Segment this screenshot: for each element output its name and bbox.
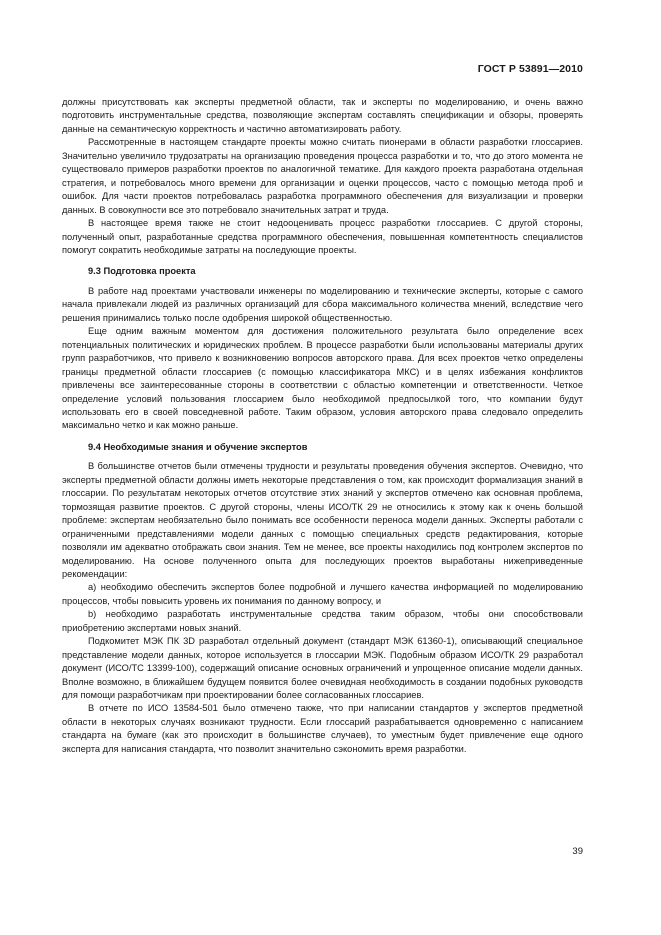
page-number: 39 xyxy=(572,846,583,857)
paragraph: В работе над проектами участвовали инженеры по моделированию и технические эксперты, которые с самого начала привлекали людей из различных организаций для сбора максимального количества мнений, вследствие чего решения принимались только после одобрения широкой общественностью. xyxy=(62,285,583,323)
list-item-a: а) необходимо обеспечить экспертов более подробной и лучшего качества информацией по моделированию процессов, чтобы повысить уровень их понимания по данному вопросу, и xyxy=(62,582,583,606)
paragraph: Еще одним важным моментом для достижения положительного результата было определение всех потенциальных политических и юридических проблем. В процессе разработки были использованы материалы других групп разработчиков, что привело к возникновению вопросов авторского права. Для всех проектов четко определены границы предметной области глоссариев (с помощью классификатора МКС) и в целях избежания конфликтов привлечены все заинтересованные стороны в соответствии с областью компетенции и ответственности. Четкое определение условий пользования глоссарием было необходимой предпосылкой того, что компании будут использовать его в своей повседневной работе. Таким образом, условия авторского права следовало определить максимально четко и как можно раньше. xyxy=(62,326,583,431)
section-heading-9-4: 9.4 Необходимые знания и обучение экспертов xyxy=(88,441,308,452)
paragraph: В большинстве отчетов были отмечены трудности и результаты проведения обучения экспертов. Очевидно, что эксперты предметной области должны иметь некоторые представления о том, как происходит формализация знаний в глоссарии. По результатам некоторых отчетов отсутствие этих знаний у экспертов отмечено как основная проблема, тормозящая развитие проектов. С другой стороны, члены ИСО/ТК 29 не относились к этому как к очень большой проблеме: экспертам необязательно было понимать все особенности переноса модели данных. Эксперты работали с ограниченными представлениями модели данных с помощью специальных средств редактирования, которые позволяли им адекватно отображать свои знания. Тем не менее, все проекты находились под контролем экспертов по моделированию. На основе полученного опыта для последующих проектов выработаны нижеприведенные рекомендации: xyxy=(62,461,583,579)
document-body xyxy=(62,96,583,756)
section-heading-9-3: 9.3 Подготовка проекта xyxy=(88,266,196,277)
list-item-b: b) необходимо разработать инструментальные средства таким образом, чтобы они способствовали приобретению экспертами новых знаний. xyxy=(62,609,583,633)
paragraph: Рассмотренные в настоящем стандарте проекты можно считать пионерами в области разработки глоссариев. Значительно увеличило трудозатраты на организацию проведения процесса разработки и то, что до этого момента не существовало примеров разработки проектов по аналогичной тематике. Для каждого проекта разработана отдельная стратегия, и потребовалось много времени для организации и оценки процессов, часто с помощью метода проб и ошибок. Для части проектов потребовалась разработка программного обеспечения для визуализации и проверки данных. В совокупности все это потребовало значительных затрат и труда. xyxy=(62,137,583,215)
paragraph: должны присутствовать как эксперты предметной области, так и эксперты по моделированию, и очень важно подготовить инструментальные средства, позволяющие экспертам составлять спецификации и обзоры, проверять данные на семантическую корректность и частично автоматизировать работу. xyxy=(62,97,583,134)
paragraph: В настоящее время также не стоит недооценивать процесс разработки глоссариев. С другой стороны, полученный опыт, разработанные средства программного обеспечения, повышенная компетентность специалистов помогут сократить необходимые затраты на последующие проекты. xyxy=(62,218,583,255)
paragraph: В отчете по ИСО 13584-501 было отмечено также, что при написании стандартов у экспертов предметной области в некоторых случаях возникают трудности. Если глоссарий разрабатывается одновременно с написанием стандарта на бумаге (как это происходит в большинстве случаев), то уместным будет привлечение еще одного эксперта для написания стандарта, что позволит значительно сэкономить время разработки. xyxy=(62,703,583,754)
paragraph: Подкомитет МЭК ПК 3D разработал отдельный документ (стандарт МЭК 61360-1), описывающий специальное представление модели данных, которое используется в глоссарии МЭК. Подобным образом ИСО/ТК 29 разработал документ (ИСО/ТС 13399-100), содержащий описание основных ограничений и упрощенное описание модели данных. Вполне возможно, в ближайшем будущем появится более очевидная необходимость в создании подобных руководств для помощи разработчикам при проектировании более согласованных глоссариев. xyxy=(62,636,583,701)
document-code: ГОСТ Р 53891—2010 xyxy=(477,63,583,75)
